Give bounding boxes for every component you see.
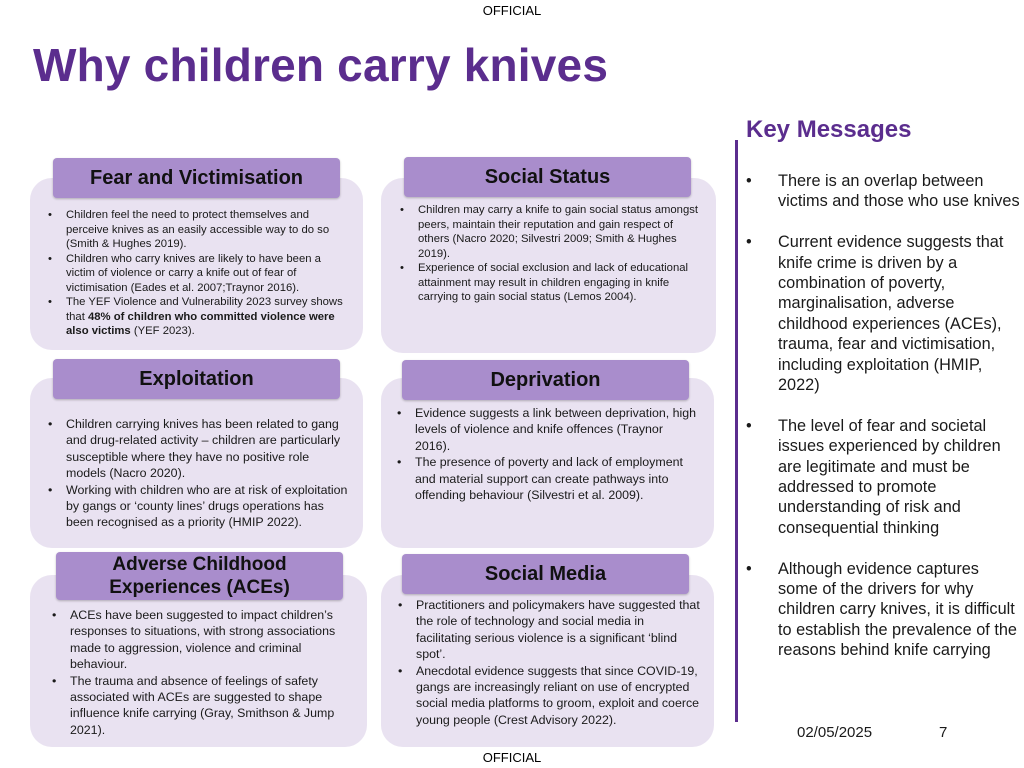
panel-heading-deprivation: Deprivation <box>402 360 689 400</box>
security-marking-bottom: OFFICIAL <box>482 750 542 765</box>
social-status-bullet-list <box>398 203 702 305</box>
page-title: Why children carry knives <box>33 39 609 91</box>
security-marking-top: OFFICIAL <box>482 3 542 18</box>
bullet-emphasis: 48% of children who committed violence were also victims <box>66 310 335 337</box>
aces-bullet-list <box>50 607 356 738</box>
fear-bullet-list <box>46 208 348 339</box>
list-item: • Children carrying knives has been related to gang and drug-related activity – children are particularly susceptible where they have no positive role models (Nacro 2020). <box>46 416 350 482</box>
panel-heading-aces: Adverse Childhood Experiences (ACEs) <box>56 552 343 600</box>
list-item: • Anecdotal evidence suggests that since COVID-19, gangs are increasingly reliant on use of encrypted social media platforms to groom, exploit and coerce young people (Crest Advisory 2022). <box>396 663 702 729</box>
social-media-bullet-list <box>396 597 702 728</box>
bullet-text: The YEF Violence and Vulnerability 2023 survey shows that <box>66 296 343 323</box>
list-item: • ACEs have been suggested to impact children’s responses to situations, with strong associations made to aggression, violence and criminal behaviour. <box>50 607 356 673</box>
slide-date: 02/05/2025 <box>797 724 873 741</box>
list-item: • Experience of social exclusion and lack of educational attainment may result in children engaging in knife carrying to gain social status (Lemos 2004). <box>398 261 702 305</box>
list-item: • Working with children who are at risk of exploitation by gangs or ‘county lines’ drugs operations has been recognised as a priority (HMIP 2022). <box>46 482 350 531</box>
bullet-text: (YEF 2023). <box>130 325 195 337</box>
list-item: • Evidence suggests a link between deprivation, high levels of violence and knife offences (Traynor 2016). <box>395 405 701 454</box>
key-message-item: • The level of fear and societal issues experienced by children are legitimate and must be addressed to promote understanding of risk and consequential thinking <box>742 416 1020 538</box>
list-item: • Children feel the need to protect themselves and perceive knives as an easily accessible way to do so (Smith & Hughes 2019). <box>46 208 348 252</box>
list-item: • Children who carry knives are likely to have been a victim of violence or carry a knife out of fear of victimisation (Eades et al. 2007;Traynor 2016). <box>46 252 348 296</box>
panel-heading-fear: Fear and Victimisation <box>53 158 340 198</box>
list-item <box>46 295 348 339</box>
panel-heading-social-media: Social Media <box>402 554 689 594</box>
list-item: • Practitioners and policymakers have suggested that the role of technology and social media in facilitating serious violence is a significant ‘blind spot’. <box>396 597 702 663</box>
panel-heading-exploitation: Exploitation <box>53 359 340 399</box>
key-messages-title: Key Messages <box>746 116 912 143</box>
key-messages-list <box>742 171 1020 681</box>
key-message-item: • Current evidence suggests that knife crime is driven by a combination of poverty, marginalisation, adverse childhood experiences (ACEs), trauma, fear and victimisation, including exploitation (HMIP, 2022) <box>742 232 1020 395</box>
key-messages-divider <box>735 140 738 722</box>
key-message-item: • There is an overlap between victims and those who use knives <box>742 171 1020 212</box>
list-item: • The presence of poverty and lack of employment and material support can create pathways into offending behaviour (Silvestri et al. 2009). <box>395 454 701 503</box>
panel-heading-social-status: Social Status <box>404 157 691 197</box>
slide-number: 7 <box>939 724 948 741</box>
list-item: • The trauma and absence of feelings of safety associated with ACEs are suggested to shape influence knife carrying (Gray, Smithson & Jump 2021). <box>50 673 356 739</box>
exploitation-bullet-list <box>46 416 350 531</box>
list-item: • Children may carry a knife to gain social status amongst peers, maintain their reputation and gain respect of others (Nacro 2020; Silvestri 2009; Smith & Hughes 2019). <box>398 203 702 261</box>
key-message-item: • Although evidence captures some of the drivers for why children carry knives, it is difficult to establish the prevalence of the reasons behind knife carrying <box>742 559 1020 661</box>
deprivation-bullet-list <box>395 405 701 503</box>
